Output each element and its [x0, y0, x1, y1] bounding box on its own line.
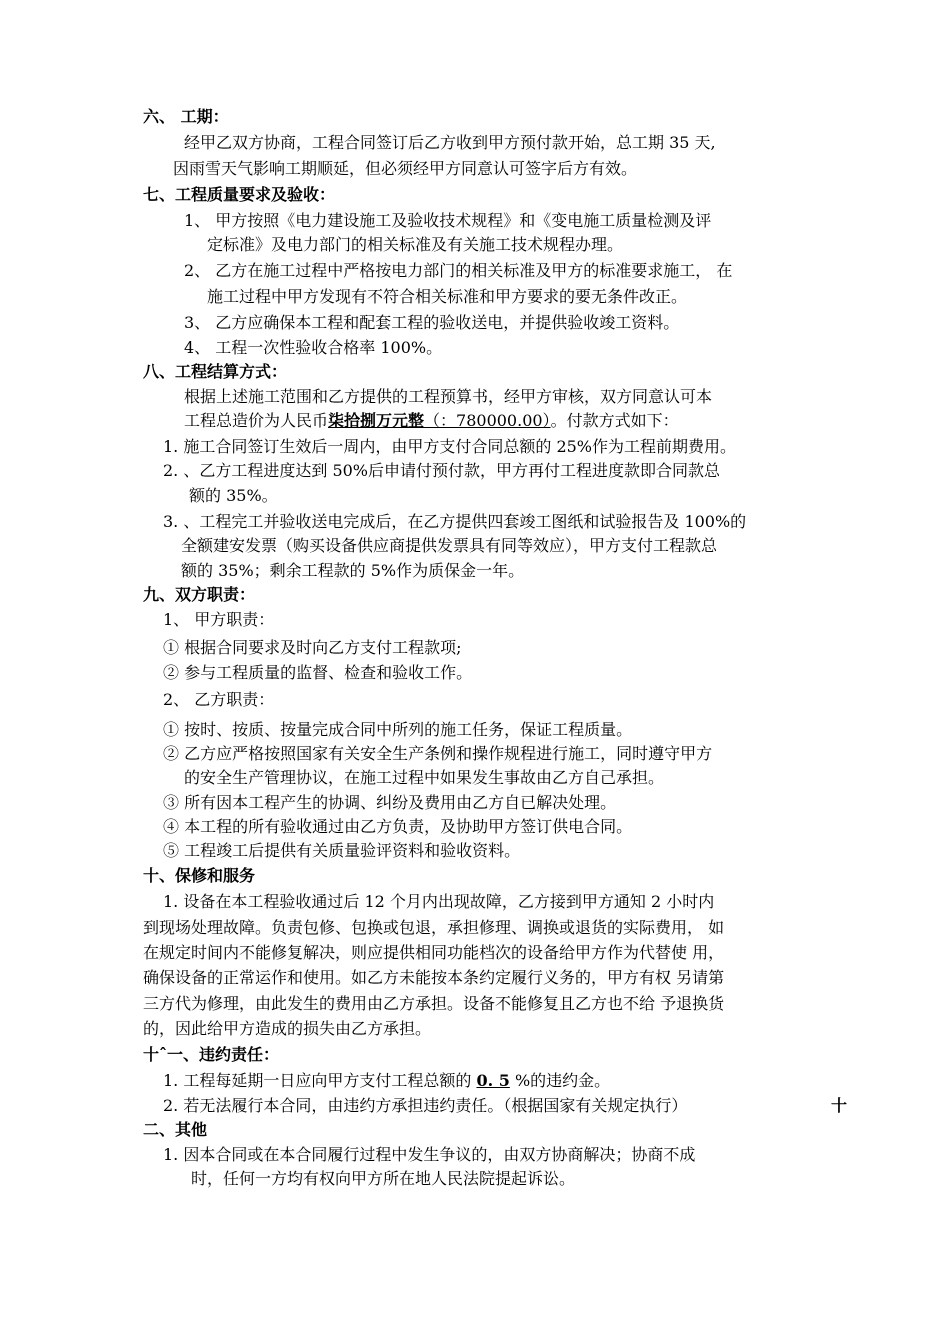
party-b-duty-1: ① 按时、按质、按量完成合同中所列的施工任务，保证工程质量。	[163, 720, 633, 739]
section-7-item-2b: 施工过程中甲方发现有不符合相关标准和甲方要求的要无条件改正。	[207, 287, 688, 306]
section-8-para-1: 根据上述施工范围和乙方提供的工程预算书，经甲方审核，双方同意认可本	[184, 387, 713, 406]
price-amount-number: （：780000.00）	[424, 411, 551, 430]
warranty-line-3: 在规定时间内不能修复解决，则应提供相同功能档次的设备给甲方作为代替使 用，	[143, 943, 725, 962]
party-a-duties-title: 1、 甲方职责：	[163, 610, 275, 629]
party-a-duty-1: ① 根据合同要求及时向乙方支付工程款项;	[163, 638, 462, 657]
payment-item-3b: 全额建安发票（购买设备供应商提供发票具有同等效应），甲方支付工程款总	[181, 536, 718, 555]
payment-item-3c: 额的 35%；剩余工程款的 5%作为质保金一年。	[181, 561, 525, 580]
section-6-title: 六、 工期：	[143, 107, 229, 126]
party-b-duty-2b: 的安全生产管理协议，在施工过程中如果发生事故由乙方自己承担。	[184, 768, 665, 787]
breach-item-2: 2. 若无法履行本合同，由违约方承担违约责任。（根据国家有关规定执行）	[163, 1096, 688, 1115]
section-6-line-2: 因雨雪天气影响工期顺延，但必须经甲方同意认可签字后方有效。	[173, 159, 638, 178]
warranty-line-5: 三方代为修理，由此发生的费用由乙方承担。设备不能修复且乙方也不给 予退换货	[143, 994, 725, 1013]
price-prefix: 工程总造价为人民币	[184, 411, 329, 430]
section-12-title: 二、其他	[143, 1120, 208, 1139]
price-amount-words: 柒拾捌万元整	[328, 411, 425, 430]
payment-item-2b: 额的 35%。	[189, 486, 278, 505]
party-b-duty-2a: ② 乙方应严格按照国家有关安全生产条例和操作规程进行施工，同时遵守甲方	[163, 744, 713, 763]
party-b-duty-4: ④ 本工程的所有验收通过由乙方负责，及协助甲方签订供电合同。	[163, 817, 633, 836]
section-6-line-1: 经甲乙双方协商，工程合同签订后乙方收到甲方预付款开始，总工期 35 天,	[184, 133, 716, 152]
warranty-line-1: 1. 设备在本工程验收通过后 12 个月内出现故障，乙方接到甲方通知 2 小时内	[163, 892, 715, 911]
breach-item-1	[163, 1070, 610, 1092]
other-item-1b: 时，任何一方均有权向甲方所在地人民法院提起诉讼。	[191, 1169, 576, 1188]
party-a-duty-2: ② 参与工程质量的监督、检查和验收工作。	[163, 663, 473, 682]
breach-item-1-prefix: 1. 工程每延期一日应向甲方支付工程总额的	[163, 1071, 477, 1090]
section-8-para-2	[184, 410, 679, 432]
party-b-duty-3: ③ 所有因本工程产生的协调、纠纷及费用由乙方自已解决处理。	[163, 793, 617, 812]
section-7-item-3: 3、 乙方应确保本工程和配套工程的验收送电，并提供验收竣工资料。	[184, 313, 680, 332]
breach-item-1-suffix: %的违约金。	[509, 1071, 611, 1090]
party-b-duties-title: 2、 乙方职责：	[163, 690, 275, 709]
payment-item-2a: 2. 、乙方工程进度达到 50%后申请付预付款，甲方再付工程进度款即合同款总	[163, 461, 721, 480]
price-suffix: 。付款方式如下：	[550, 411, 679, 430]
payment-item-3a: 3. 、工程完工并验收送电完成后，在乙方提供四套竣工图纸和试验报告及 100%的	[163, 512, 747, 531]
section-7-item-4: 4、 工程一次性验收合格率 100%。	[184, 338, 443, 357]
section-7-item-2a: 2、 乙方在施工过程中严格按电力部门的相关标准及甲方的标准要求施工， 在	[184, 261, 733, 280]
warranty-line-6: 的，因此给甲方造成的损失由乙方承担。	[143, 1019, 432, 1038]
section-11-title: 十ˆ一、违约责任：	[143, 1045, 280, 1064]
section-8-title: 八、工程结算方式：	[143, 362, 288, 381]
section-7-item-1b: 定标准》及电力部门的相关标准及有关施工技术规程办理。	[207, 235, 624, 254]
section-7-item-1a: 1、 甲方按照《电力建设施工及验收技术规程》和《变电施工质量检测及评	[184, 211, 712, 230]
breach-item-2-tail: 十	[831, 1096, 848, 1115]
warranty-line-4: 确保设备的正常运作和使用。如乙方未能按本条约定履行义务的，甲方有权 另请第	[143, 968, 725, 987]
other-item-1a: 1. 因本合同或在本合同履行过程中发生争议的，由双方协商解决；协商不成	[163, 1145, 696, 1164]
warranty-line-2: 到现场处理故障。负责包修、包换或包退，承担修理、调换或退货的实际费用， 如	[143, 918, 725, 937]
penalty-rate: 0. 5	[476, 1071, 510, 1090]
payment-item-1: 1. 施工合同签订生效后一周内，由甲方支付合同总额的 25%作为工程前期费用。	[163, 437, 737, 456]
section-9-title: 九、双方职责：	[143, 585, 256, 604]
party-b-duty-5: ⑤ 工程竣工后提供有关质量验评资料和验收资料。	[163, 841, 521, 860]
section-7-title: 七、工程质量要求及验收：	[143, 185, 336, 204]
section-10-title: 十、保修和服务	[143, 866, 256, 885]
